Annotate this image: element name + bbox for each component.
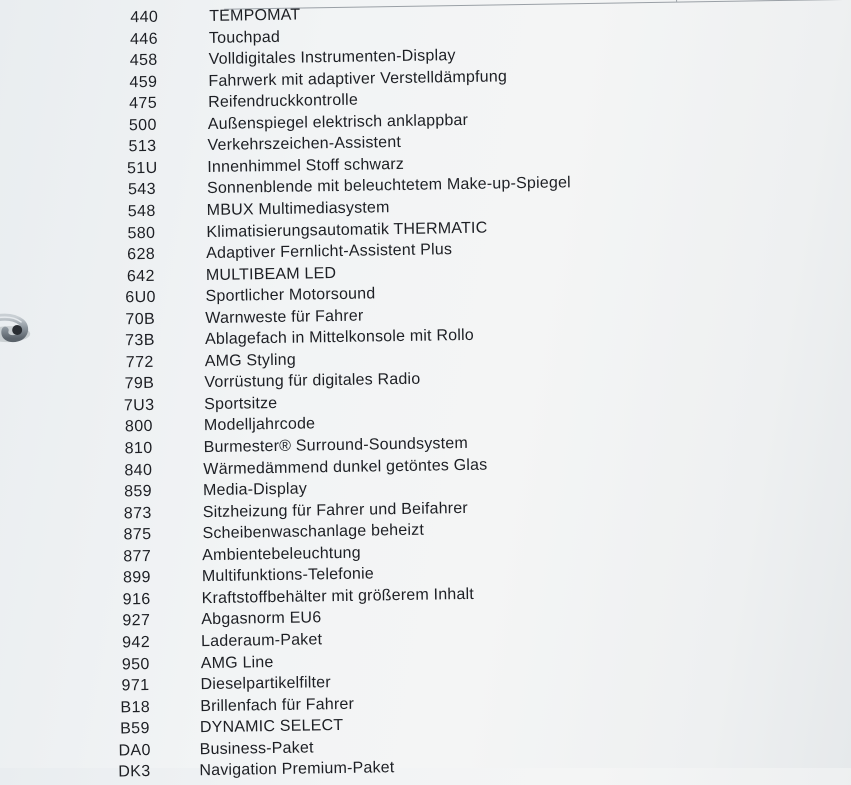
option-code: DK3	[112, 761, 156, 783]
option-code: 840	[116, 459, 160, 481]
option-code: 500	[121, 114, 165, 136]
option-code: 458	[122, 50, 166, 72]
option-code: 875	[115, 524, 159, 546]
option-code: 859	[116, 481, 160, 503]
option-description: Reifendruckkontrolle	[208, 90, 358, 113]
binder-ring-icon	[0, 310, 35, 349]
option-code: 70B	[118, 308, 162, 330]
option-description: Sonnenblende mit beleuchtetem Make-up-Spiegel	[207, 173, 571, 200]
option-description: Kraftstoffbehälter mit größerem Inhalt	[201, 584, 474, 609]
option-description: Vorrüstung für digitales Radio	[204, 369, 420, 393]
option-code: DA0	[113, 740, 157, 762]
option-code: 459	[121, 71, 165, 93]
option-description: Sitzheizung für Fahrer und Beifahrer	[203, 498, 468, 523]
option-description: Touchpad	[209, 26, 280, 48]
option-description: DYNAMIC SELECT	[200, 715, 344, 738]
table-column-divider	[676, 0, 677, 2]
option-description: Multifunktions-Telefonie	[202, 564, 374, 588]
option-code: 440	[122, 7, 166, 29]
option-description: Adaptiver Fernlicht-Assistent Plus	[206, 239, 452, 264]
option-description: AMG Styling	[205, 349, 296, 371]
option-description: Volldigitales Instrumenten-Display	[209, 45, 456, 70]
option-code: B59	[113, 718, 157, 740]
option-code: 950	[114, 653, 158, 675]
option-code: 7U3	[117, 395, 161, 417]
option-code: 73B	[118, 330, 162, 352]
option-description: Modelljahrcode	[204, 414, 316, 437]
option-description: Navigation Premium-Paket	[199, 757, 394, 781]
option-code: 580	[119, 222, 163, 244]
option-code: 873	[116, 502, 160, 524]
option-code: 6U0	[118, 287, 162, 309]
option-code: 79B	[117, 373, 161, 395]
option-description: Ablagefach in Mittelkonsole mit Rollo	[205, 325, 474, 350]
option-description: Innenhimmel Stoff schwarz	[207, 154, 404, 178]
option-code: 642	[119, 265, 163, 287]
option-description: Verkehrszeichen-Assistent	[207, 132, 401, 156]
option-code: 916	[115, 589, 159, 611]
option-code: 971	[113, 675, 157, 697]
option-code: 446	[122, 28, 166, 50]
option-description: Warnweste für Fahrer	[205, 305, 363, 328]
option-description: Sportsitze	[204, 393, 277, 415]
option-description: Ambientebeleuchtung	[202, 542, 361, 565]
option-code: 548	[120, 201, 164, 223]
option-description: Außenspiegel elektrisch anklappbar	[208, 110, 469, 135]
option-description: Scheibenwaschanlage beheizt	[202, 520, 424, 544]
option-description: Abgasnorm EU6	[201, 608, 321, 631]
option-description: MBUX Multimediasystem	[207, 197, 390, 221]
option-code: 927	[114, 610, 158, 632]
option-code: 877	[115, 546, 159, 568]
option-description: Sportlicher Motorsound	[205, 284, 375, 308]
option-code: 772	[118, 352, 162, 374]
option-description: Media-Display	[203, 479, 307, 502]
option-description: Klimatisierungsautomatik THERMATIC	[206, 217, 487, 242]
option-code: 899	[115, 567, 159, 589]
option-description: Burmester® Surround-Soundsystem	[203, 433, 468, 458]
option-description: Wärmedämmend dunkel getöntes Glas	[203, 454, 487, 479]
table-top-rule	[224, 0, 845, 10]
option-description: Dieselpartikelfilter	[200, 672, 331, 695]
option-code: 800	[117, 416, 161, 438]
option-description: MULTIBEAM LED	[206, 263, 337, 286]
option-code: 942	[114, 632, 158, 654]
option-code: B18	[113, 696, 157, 718]
option-code: 810	[116, 438, 160, 460]
option-code: 543	[120, 179, 164, 201]
option-code: 628	[119, 244, 163, 266]
option-code: 475	[121, 93, 165, 115]
option-description: Laderaum-Paket	[201, 629, 322, 652]
option-description: TEMPOMAT	[209, 5, 300, 27]
option-code: 513	[120, 136, 164, 158]
option-description: Fahrwerk mit adaptiver Verstelldämpfung	[208, 66, 507, 92]
option-description: Brillenfach für Fahrer	[200, 693, 354, 716]
option-description: Business-Paket	[200, 737, 314, 760]
option-description: AMG Line	[201, 652, 274, 674]
option-code: 51U	[120, 158, 164, 180]
